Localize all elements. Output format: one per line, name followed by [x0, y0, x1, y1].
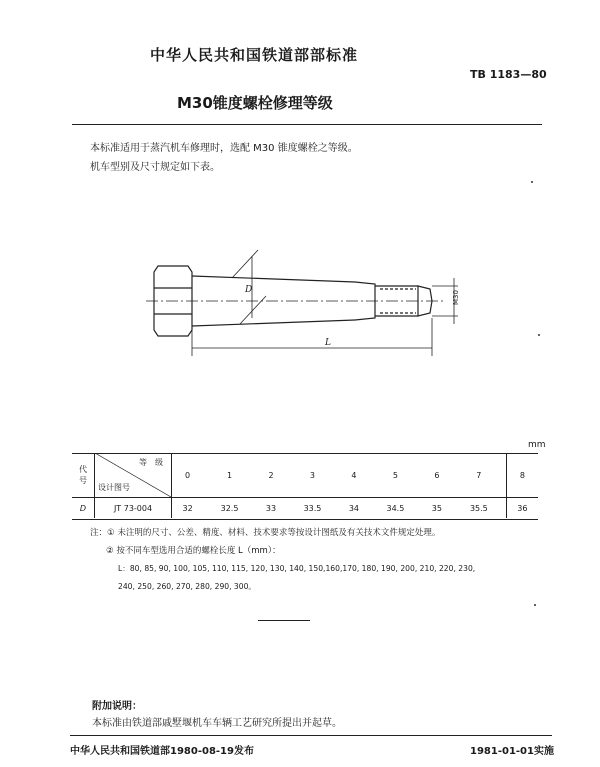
intro-line-1: 本标准适用于蒸汽机车修理时，选配 M30 锥度螺栓之等级。 — [90, 143, 358, 154]
code-header-top: 代 — [79, 465, 87, 474]
value-7: 35.5 — [452, 498, 506, 519]
code-header — [72, 453, 95, 498]
table-bottom-rule — [72, 519, 538, 520]
design-no-header: 设计图号 — [98, 483, 130, 492]
grade-4: 4 — [339, 453, 369, 498]
additional-heading: 附加说明： — [92, 701, 142, 712]
grade-table — [72, 453, 538, 518]
value-4: 34 — [348, 503, 360, 513]
header-rule — [72, 124, 542, 125]
grade-6: 6 — [422, 453, 452, 498]
scan-speck — [538, 334, 540, 336]
note-2: ② 按不同车型选用合适的螺栓长度 L（mm）： — [106, 546, 281, 556]
scan-speck — [531, 181, 533, 183]
scan-speck — [534, 604, 536, 606]
value-8: 36 — [517, 503, 528, 513]
footer-rule — [70, 735, 552, 736]
grade-1: 1 — [203, 453, 256, 498]
issuer-title: 中华人民共和国铁道部部标准 — [150, 46, 359, 64]
grade-8: 8 — [506, 453, 538, 498]
unit-label: mm — [528, 440, 546, 450]
grade-7: 7 — [452, 453, 506, 498]
grade-3: 3 — [286, 453, 339, 498]
intro-line-2: 机车型别及尺寸规定如下表。 — [90, 162, 220, 173]
dimension-m30: M30 — [452, 290, 460, 305]
section-rule — [258, 620, 310, 621]
additional-text: 本标准由铁道部戚墅堰机车车辆工艺研究所提出并起草。 — [92, 718, 342, 729]
value-6: 35 — [431, 503, 442, 513]
value-1: 32.5 — [220, 503, 239, 513]
document-title: M30锥度螺栓修理等级 — [177, 94, 333, 112]
effective-date: 1981-01-01实施 — [470, 746, 554, 757]
value-3: 33.5 — [303, 503, 322, 513]
grade-2: 2 — [256, 453, 286, 498]
value-2: 33 — [265, 503, 277, 513]
bolt-drawing — [140, 248, 470, 363]
row-code: D — [72, 498, 95, 519]
dimension-d: D — [245, 285, 253, 295]
note-4: 240, 250, 260, 270, 280, 290, 300。 — [118, 582, 257, 591]
value-0: 32 — [182, 503, 193, 513]
row-drawing-no: JT 73-004 — [95, 498, 172, 519]
dimension-l: L — [325, 338, 331, 348]
bolt-shank — [192, 276, 355, 282]
table-row — [72, 498, 538, 519]
issue-date: 中华人民共和国铁道部1980-08-19发布 — [70, 746, 254, 757]
note-1: 注：① 未注明的尺寸、公差、精度、材料、技术要求等按设计图纸及有关技术文件规定处理。 — [90, 528, 441, 538]
grade-0: 0 — [172, 453, 204, 498]
grade-design-header — [95, 453, 172, 498]
standard-number: TB 1183—80 — [470, 68, 547, 81]
grade-5: 5 — [369, 453, 422, 498]
code-header-bottom: 号 — [79, 476, 87, 485]
value-5: 34.5 — [386, 503, 405, 513]
note-3: L：80, 85, 90, 100, 105, 110, 115, 120, 130, 140, 150,160,170, 180, 190, 200, 210, 220, 230, — [118, 564, 476, 573]
table-header-row — [72, 453, 538, 498]
grade-header: 等 级 — [139, 458, 163, 467]
